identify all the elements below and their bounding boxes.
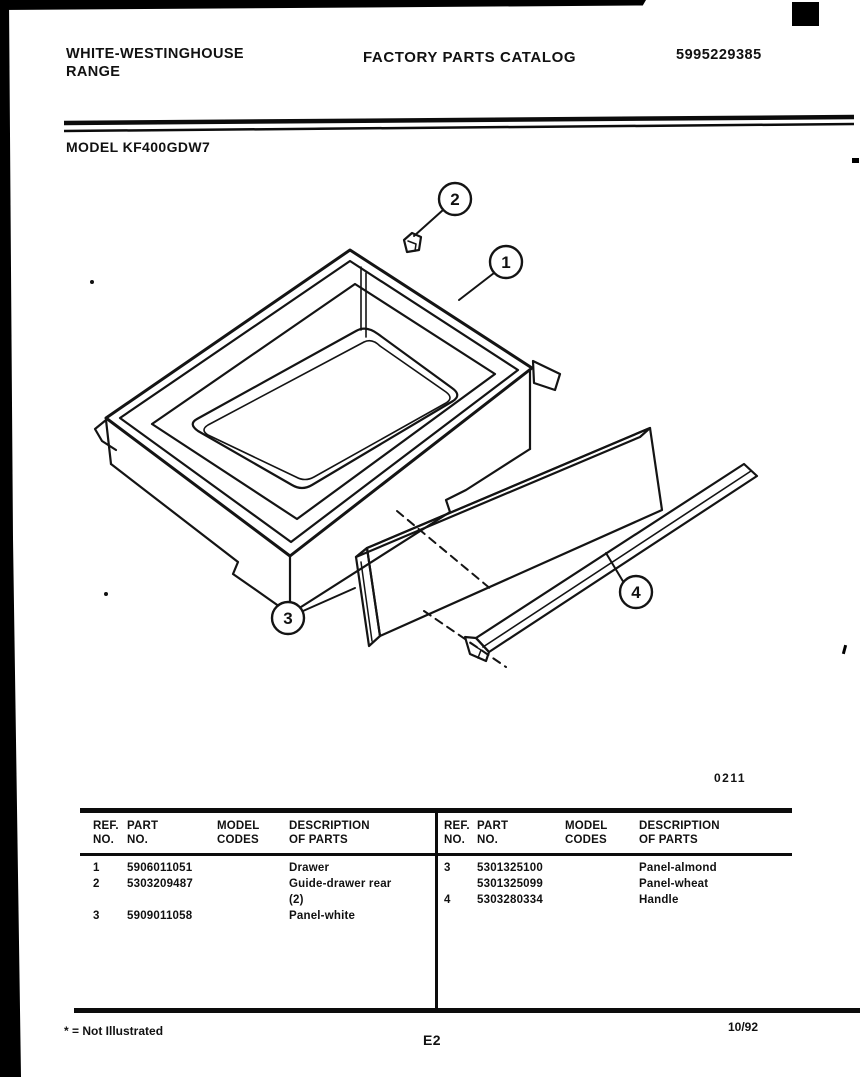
callout-2-number: 2 bbox=[450, 190, 460, 209]
col-description: DESCRIPTION OF PARTS bbox=[289, 820, 370, 846]
table-row: 2 5303209487 Guide-drawer rear bbox=[93, 878, 392, 890]
brand-line1: WHITE-WESTINGHOUSE bbox=[66, 46, 244, 62]
callout-4 bbox=[620, 576, 652, 608]
callout-3-number: 3 bbox=[283, 609, 293, 628]
col-part-no: PART NO. bbox=[127, 820, 159, 846]
col-model-codes: MODEL CODES bbox=[565, 820, 608, 846]
table-row: 4 5303280334 Handle bbox=[444, 894, 679, 906]
table-row: 5301325099 Panel-wheat bbox=[477, 878, 709, 890]
date-code: 10/92 bbox=[728, 1020, 759, 1034]
table-row-continuation: (2) bbox=[289, 894, 304, 906]
callout-1 bbox=[490, 246, 522, 278]
publication-number: 5995229385 bbox=[676, 47, 762, 63]
catalog-title: FACTORY PARTS CATALOG bbox=[363, 49, 577, 66]
table-row: 3 5301325100 Panel-almond bbox=[444, 862, 717, 874]
brand-line2: RANGE bbox=[66, 64, 121, 80]
scan-speck-right bbox=[852, 158, 859, 163]
page-code: 0211 bbox=[714, 771, 747, 785]
col-ref-no: REF. NO. bbox=[93, 820, 119, 846]
table-header-right bbox=[444, 819, 809, 847]
page-identifier: E2 bbox=[422, 1032, 442, 1048]
col-part-no: PART NO. bbox=[477, 820, 509, 846]
drawer-exploded-diagram bbox=[70, 175, 770, 685]
col-description: DESCRIPTION OF PARTS bbox=[639, 820, 720, 846]
scan-speck-right-lower bbox=[842, 645, 847, 654]
callout-1-number: 1 bbox=[501, 253, 511, 272]
table-body-right bbox=[444, 860, 809, 908]
front-panel-part-3 bbox=[356, 428, 662, 646]
table-header-left bbox=[93, 819, 469, 847]
not-illustrated-note: * = Not Illustrated bbox=[64, 1024, 164, 1038]
table-row: 3 5909011058 Panel-white bbox=[93, 910, 356, 922]
drawer-guide-part-2 bbox=[404, 233, 421, 252]
col-model-codes: MODEL CODES bbox=[217, 820, 260, 846]
callout-2 bbox=[439, 183, 471, 215]
drawer-pan-part-1 bbox=[95, 250, 560, 614]
brand-name bbox=[66, 45, 244, 81]
header-divider-rule bbox=[56, 110, 860, 138]
scan-edge-top bbox=[0, 0, 646, 10]
scan-edge-left bbox=[0, 0, 22, 1077]
callout-3 bbox=[272, 602, 304, 634]
scan-blob-top-right bbox=[792, 2, 819, 26]
callout-4-number: 4 bbox=[631, 583, 641, 602]
drawer-rail-tab bbox=[533, 361, 560, 390]
table-body-left bbox=[93, 860, 469, 924]
table-rule-bottom bbox=[74, 1008, 860, 1013]
model-number: MODEL KF400GDW7 bbox=[66, 139, 211, 155]
parts-table bbox=[80, 808, 792, 1014]
col-ref-no: REF. NO. bbox=[444, 820, 470, 846]
table-row: 1 5906011051 Drawer bbox=[93, 862, 330, 874]
